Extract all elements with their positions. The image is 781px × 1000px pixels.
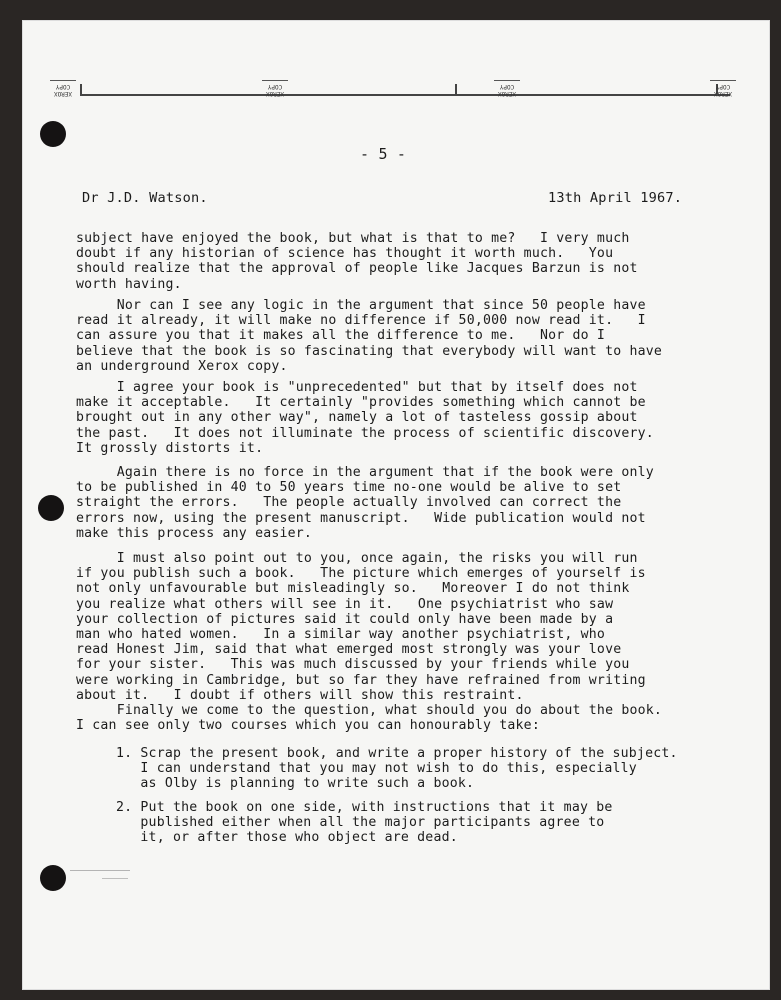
xerox-stamp: XEROX COPY <box>710 80 736 97</box>
document-page <box>22 20 770 990</box>
paragraph: Again there is no force in the argument that if the book were only to be published in 40 to 50 years time no-one would be alive to set straight the errors. The people actually involved can correct the errors now, using the present manuscript. Wide publication would not make this process any easier. <box>76 465 654 541</box>
list-item: 2. Put the book on one side, with instructions that it may be published either when all the major participants agree to it, or after those who object are dead. <box>116 800 613 846</box>
punch-hole <box>40 865 66 891</box>
paper-mark <box>102 878 128 879</box>
ruler-line <box>80 94 730 96</box>
page-number: - 5 - <box>360 145 407 163</box>
xerox-stamp: XEROX COPY <box>494 80 520 97</box>
list-item: 1. Scrap the present book, and write a proper history of the subject. I can understand that you may not wish to do this, especially as Olby is planning to write such a book. <box>116 746 678 792</box>
xerox-stamp: XEROX COPY <box>262 80 288 97</box>
punch-hole <box>40 121 66 147</box>
letter-date: 13th April 1967. <box>548 190 683 206</box>
paragraph: I agree your book is "unprecedented" but that by itself does not make it acceptable. It certainly "provides something which cannot be brought out in any other way", namely a lot of tasteless gossip about the past. It does not illuminate the process of scientific discovery. It grossly distorts it. <box>76 380 654 456</box>
punch-hole <box>38 495 64 521</box>
addressee: Dr J.D. Watson. <box>82 190 208 206</box>
paragraph: subject have enjoyed the book, but what is that to me? I very much doubt if any historian of science has thought it worth much. You should realize that the approval of people like Jacques Barzun is not worth having. <box>76 231 638 292</box>
ruler-header <box>53 70 733 100</box>
paragraph: I must also point out to you, once again, the risks you will run if you publish such a book. The picture which emerges of yourself is not only unfavourable but misleadingly so. Moreover I do not think you realize what others will see in it. One psychiatrist who saw your collection of pictures said it could only have been made by a man who hated women. In a similar way another psychiatrist, who read Honest Jim, said that what emerged most strongly was your love for your sister. This was much discussed by your friends while you were working in Cambridge, but so far they have refrained from writing about it. I doubt if others will show this restraint. <box>76 551 646 703</box>
xerox-stamp: XEROX COPY <box>50 80 76 97</box>
paragraph: Finally we come to the question, what should you do about the book. I can see only two courses which you can honourably take: <box>76 703 663 734</box>
paragraph: Nor can I see any logic in the argument that since 50 people have read it already, it will make no difference if 50,000 now read it. I can assure you that it makes all the difference to me. Nor do I believe that the book is so fascinating that everybody will want to have an underground Xerox copy. <box>76 298 663 374</box>
ruler-tick <box>455 84 457 96</box>
paper-mark <box>70 870 130 871</box>
ruler-tick <box>80 84 82 96</box>
